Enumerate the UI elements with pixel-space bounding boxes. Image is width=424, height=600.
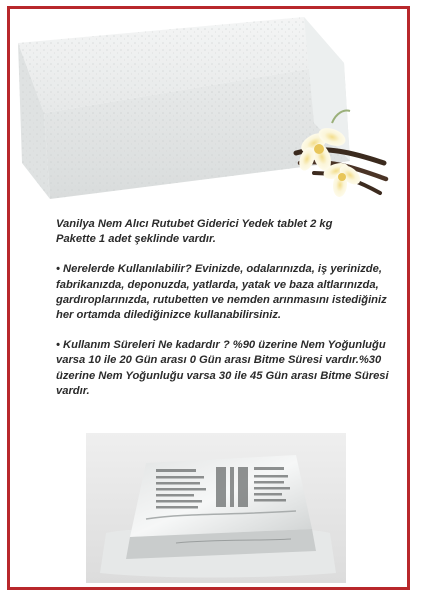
duration-line-2: varsa 10 ile 20 Gün arası 0 Gün arası Bitme Süresi vardır.%30 (56, 354, 382, 367)
duration-line-3: üzerine Nem Yoğunluğu varsa 30 ile 45 Gün arası Bitme Süresi (56, 369, 389, 382)
tablet-vanilla-photo (14, 13, 406, 205)
duration-line-4: vardır. (56, 384, 90, 397)
product-card-frame (7, 6, 410, 590)
usage-line-4: her ortamda dilediğinizce kullanabilirsiniz. (56, 309, 282, 322)
usage-line-3: gardıroplarınızda, rutubetten ve nemden arınmasını istediğiniz (56, 293, 387, 306)
duration-line-1: • Kullanım Süreleri Ne kadardır ? %90 üzerine Nem Yoğunluğu (56, 339, 386, 352)
product-title-line: Vanilya Nem Alıcı Rutubet Giderici Yedek tablet 2 kg (56, 218, 333, 230)
usage-line-1: • Nerelerde Kullanılabilir? Evinizde, odalarınızda, iş yerinizde, (56, 263, 382, 276)
wrapped-package-photo (86, 433, 346, 583)
product-description (56, 217, 406, 399)
package-info-line: Pakette 1 adet şeklinde vardır. (56, 233, 216, 246)
usage-line-2: fabrikanızda, deponuzda, yatlarda, yatak ve baza altlarınızda, (56, 278, 379, 291)
